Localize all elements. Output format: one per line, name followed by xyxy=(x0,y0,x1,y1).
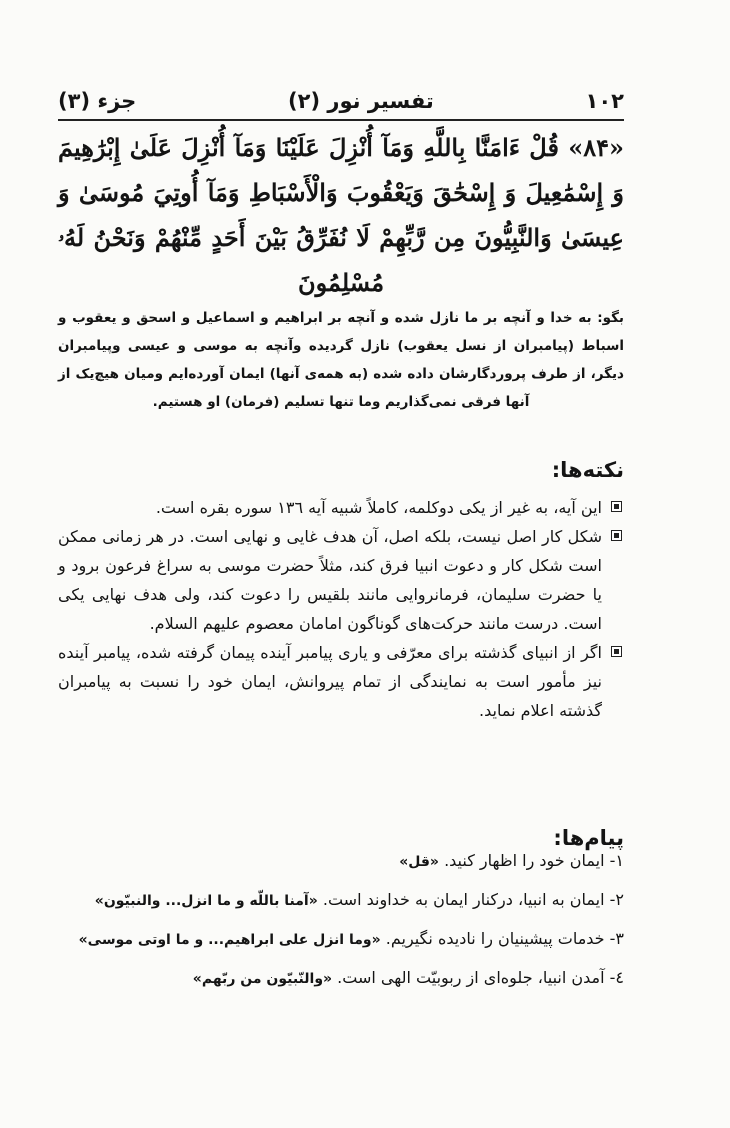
book-title: تفسیر نور (۲) xyxy=(288,89,434,113)
message-item xyxy=(58,881,624,920)
messages-heading: پیام‌ها: xyxy=(553,826,624,850)
page-header xyxy=(58,86,624,116)
message-reference: «قل» xyxy=(399,854,439,870)
note-item xyxy=(58,638,624,725)
square-bullet-icon xyxy=(611,530,622,541)
message-text: ۲- ایمان به انبیا، درکنار ایمان به خداوند است. xyxy=(322,890,624,909)
message-reference: «والنّبیّون من ربّهم» xyxy=(192,971,333,987)
page-number: ۱۰۲ xyxy=(585,89,624,113)
message-item xyxy=(58,959,624,998)
message-text: ٤- آمدن انبیا، جلوه‌ای از ربوبیّت الهی است. xyxy=(337,968,624,987)
message-item xyxy=(58,920,624,959)
message-text: ۳- خدمات پیشینیان را نادیده نگیریم. xyxy=(385,929,624,948)
message-reference: «وما انزل علی ابراهیم... و ما اوتی موسی» xyxy=(78,932,381,948)
header-divider xyxy=(58,119,624,121)
quran-verse: «۸۴» قُلْ ءَامَنَّا بِاللَّهِ وَمَآ أُنْزِلَ عَلَيْنَا وَمَآ أُنْزِلَ عَلَىٰ إِبْرَٰهِيمَ وَ إِسْمَٰعِيلَ وَ إِسْحَٰقَ وَيَعْقُوبَ وَالْأَسْبَاطِ وَمَآ أُوتِيَ مُوسَىٰ وَ عِيسَىٰ وَالنَّبِيُّونَ مِن رَّبِّهِمْ لَا نُفَرِّقُ بَيْنَ أَحَدٍ مِّنْهُمْ وَنَحْنُ لَهُۥ مُسْلِمُونَ xyxy=(58,133,624,297)
square-bullet-icon xyxy=(611,501,622,512)
message-text: ۱- ایمان خود را اظهار کنید. xyxy=(444,851,624,870)
note-item xyxy=(58,522,624,638)
messages-list xyxy=(58,842,624,998)
notes-list xyxy=(58,493,624,725)
verse-translation: بگو: به خدا و آنچه بر ما نازل شده و آنچه بر ابراهیم و اسماعیل و اسحق و یعقوب و اسباط (پیامبران از نسل یعقوب) نازل گردیده وآنچه به موسی و عیسی وپیامبران دیگر، از طرف پروردگارشان داده شده (به همه‌ی آنها) ایمان آورده‌ایم ومیان هیچ‌یک از آنها فرقی نمی‌گذاریم وما تنها تسلیم (فرمان) او هستیم. xyxy=(58,310,624,410)
note-text: اگر از انبیای گذشته برای معرّفی و یاری پیامبر آینده پیمان گرفته شده، پیامبر آینده نیز مأمور است به نمایندگی از تمام پیروانش، ایمان خود را نسبت به پیامبران گذشته اعلام نماید. xyxy=(58,643,602,720)
part-label: جزء (۳) xyxy=(58,89,137,113)
note-text: شکل کار اصل نیست، بلکه اصل، آن هدف غایی و نهایی است. در هر زمانی ممکن است شکل کار و دعوت انبیا فرق کند، مثلاً حضرت موسی به سراغ فرعون برود و یا حضرت سلیمان، فرمانروایی مانند بلقیس را دعوت کند، ولی هدف نهایی یکی است. درست مانند حرکت‌های گوناگون امامان معصوم علیهم السلام. xyxy=(58,527,602,633)
note-item xyxy=(58,493,624,522)
note-text: این آیه، به غیر از یکی دوکلمه، کاملاً شبیه آیه ۱۳٦ سوره بقره است. xyxy=(155,498,602,517)
message-reference: «آمنا باللّه و ما انزل... والنبیّون» xyxy=(94,893,318,909)
notes-heading: نکته‌ها: xyxy=(551,458,624,482)
message-item xyxy=(58,842,624,881)
square-bullet-icon xyxy=(611,646,622,657)
